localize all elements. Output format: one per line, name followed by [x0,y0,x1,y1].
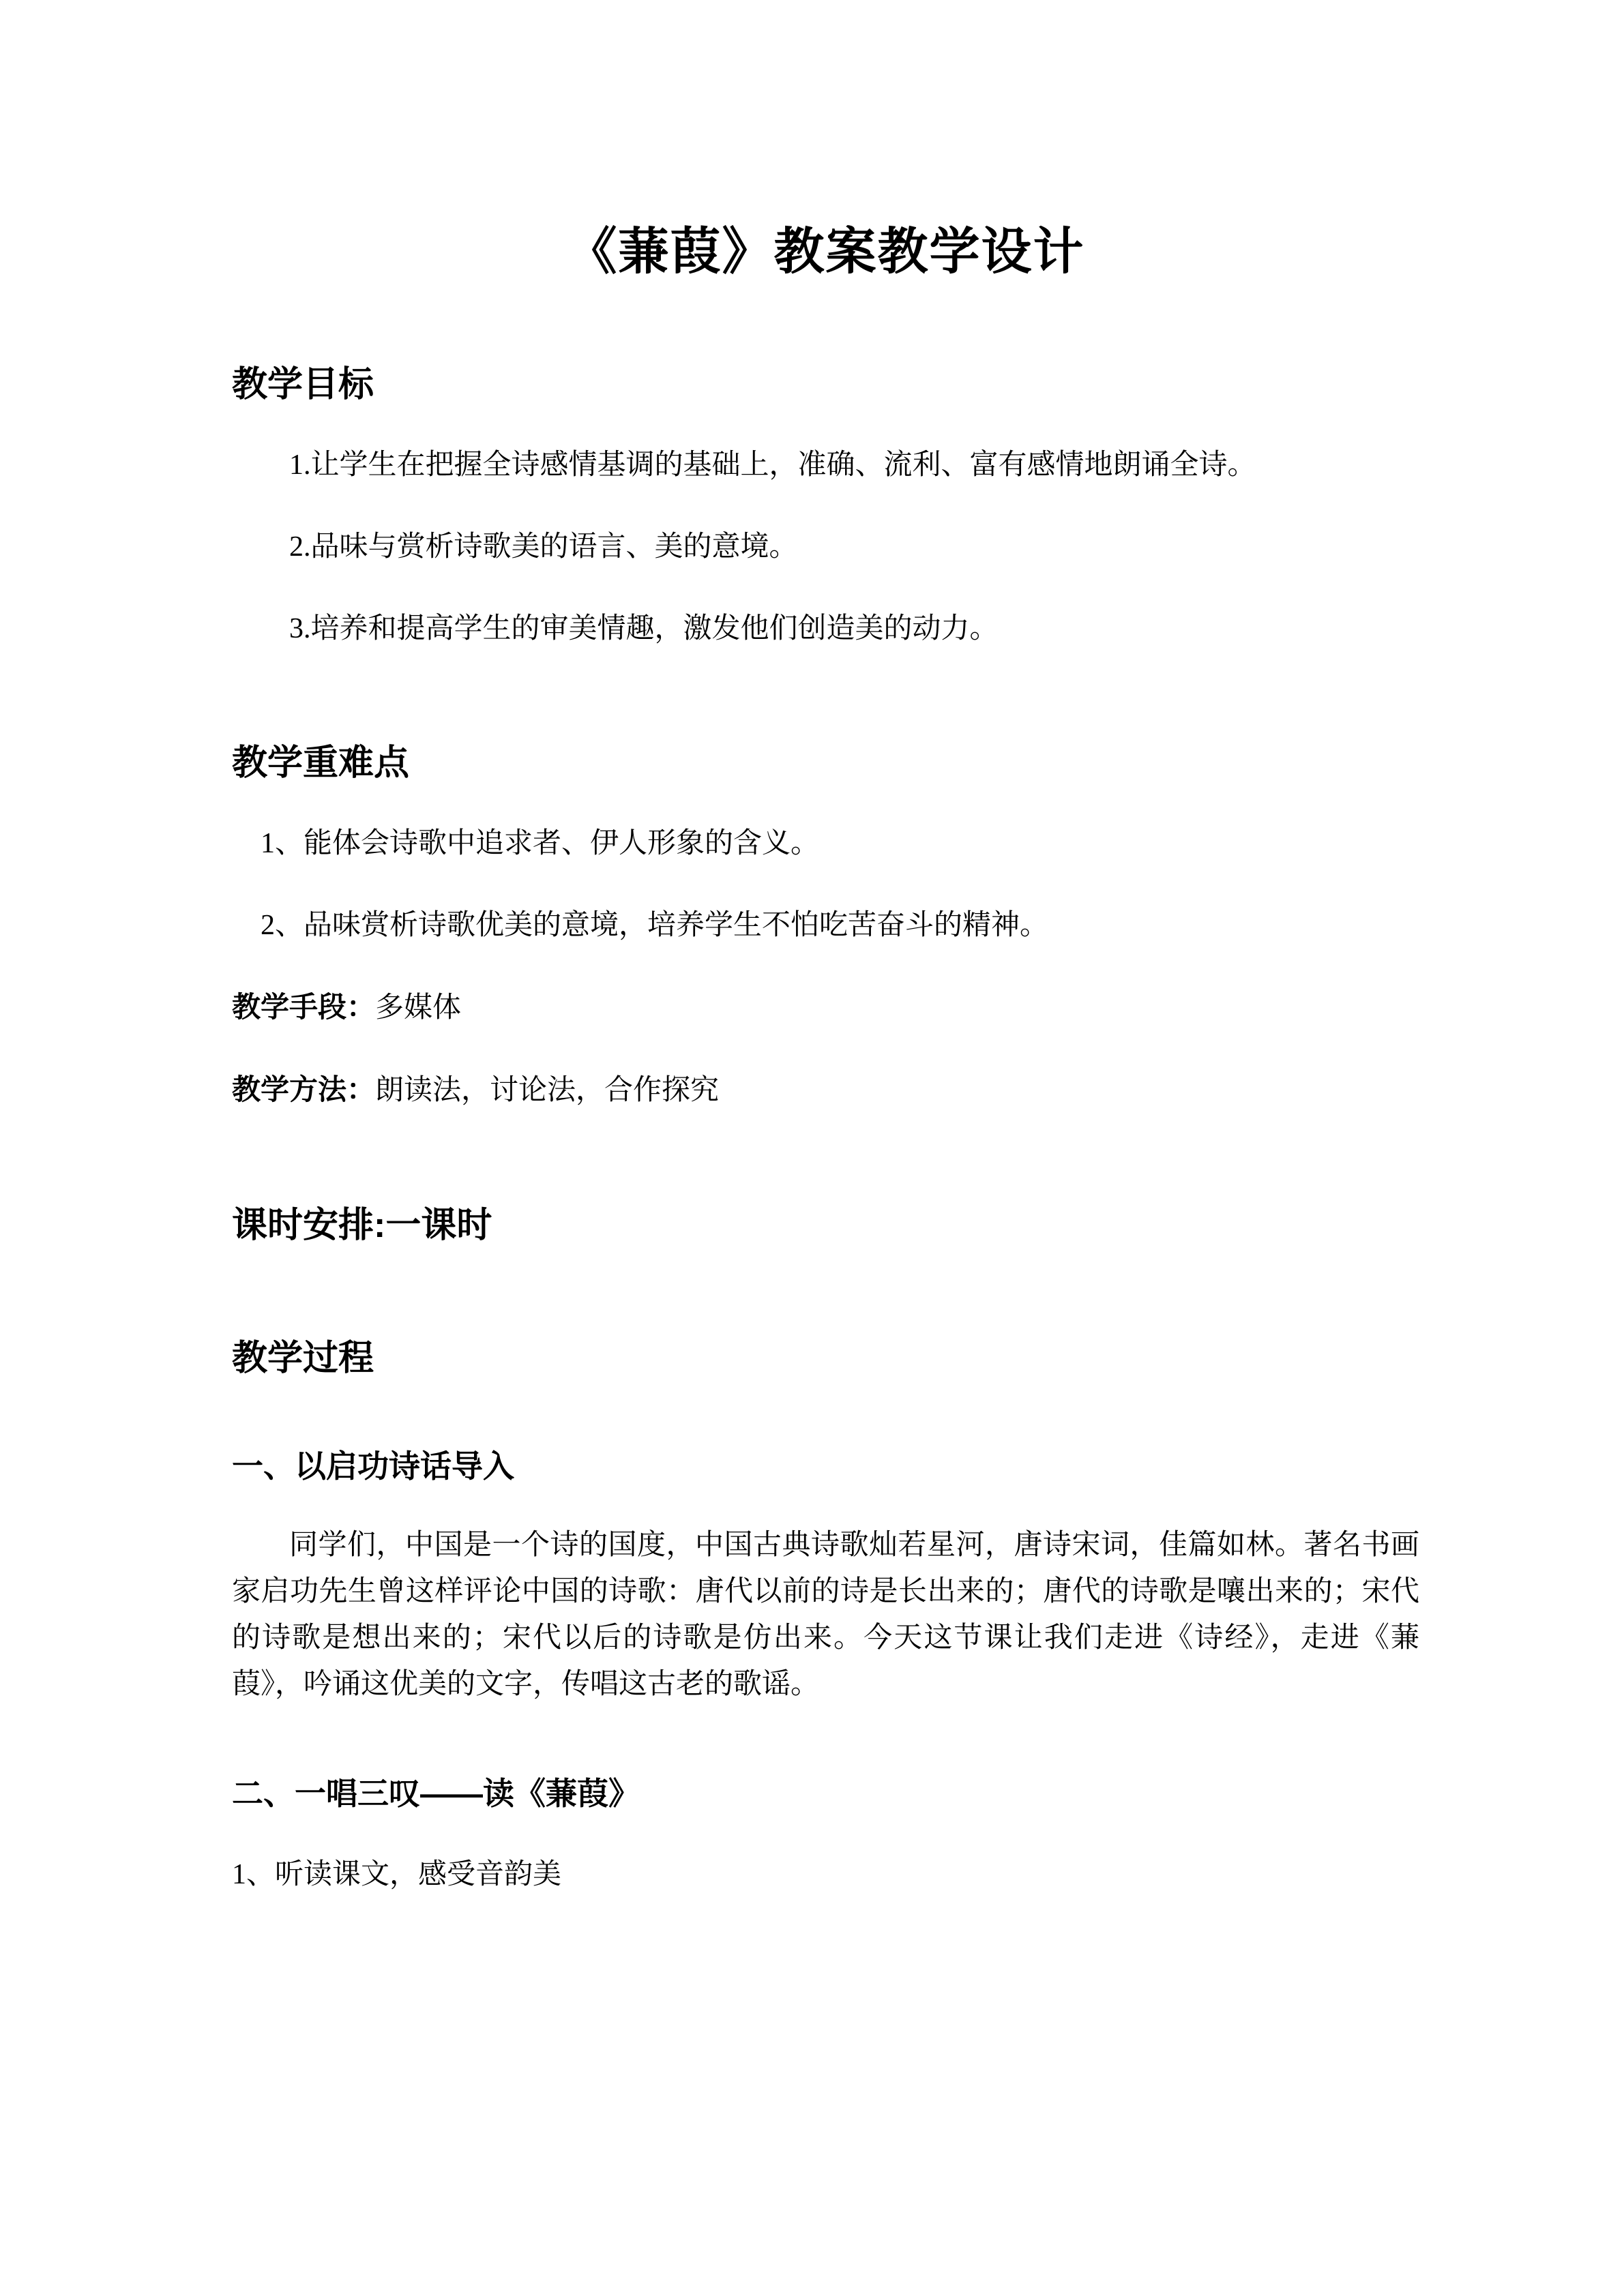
teaching-methods-value: 朗读法，讨论法，合作探究 [375,1075,720,1107]
heading-key-difficult-points: 教学重难点 [232,743,410,784]
teaching-means-label: 教学手段： [232,991,376,1024]
part-one-paragraph: 同学们，中国是一个诗的国度，中国古典诗歌灿若星河，唐诗宋词，佳篇如林。著名书画家启功先生曾这样评论中国的诗歌：唐代以前的诗是长出来的；唐代的诗歌是嚷出来的；宋代的诗歌是想出来的；宋代以后的诗歌是仿出来。今天这节课让我们走进《诗经》，走进《蒹葭》，吟诵这优美的文字，传唱这古老的歌谣。 [232,1529,1419,1700]
heading-class-schedule: 课时安排:一课时 [232,1205,492,1245]
objective-item-2: 2.品味与赏析诗歌美的语言、美的意境。 [289,531,798,563]
teaching-means-line [232,984,1419,1031]
teaching-methods-label: 教学方法： [232,1073,376,1106]
teaching-methods-line [232,1067,1419,1114]
teaching-means-value: 多媒体 [375,992,462,1024]
heading-part-two: 二、一唱三叹——读《蒹葭》 [232,1775,640,1811]
objective-item-1: 1.让学生在把握全诗感情基调的基础上，准确、流利、富有感情地朗诵全诗。 [289,449,1256,481]
objective-item-3: 3.培养和提高学生的审美情趣，激发他们创造美的动力。 [289,613,999,645]
key-point-item-1: 1、能体会诗歌中追求者、伊人形象的含义。 [261,828,820,860]
key-point-item-2: 2、品味赏析诗歌优美的意境，培养学生不怕吃苦奋斗的精神。 [261,910,1049,942]
heading-part-one: 一、以启功诗话导入 [232,1448,514,1484]
page-title: 《蒹葭》教案教学设计 [566,223,1085,280]
heading-teaching-process: 教学过程 [232,1338,374,1378]
part-two-item-1: 1、听读课文，感受音韵美 [232,1858,562,1890]
heading-teaching-objectives: 教学目标 [232,365,374,404]
